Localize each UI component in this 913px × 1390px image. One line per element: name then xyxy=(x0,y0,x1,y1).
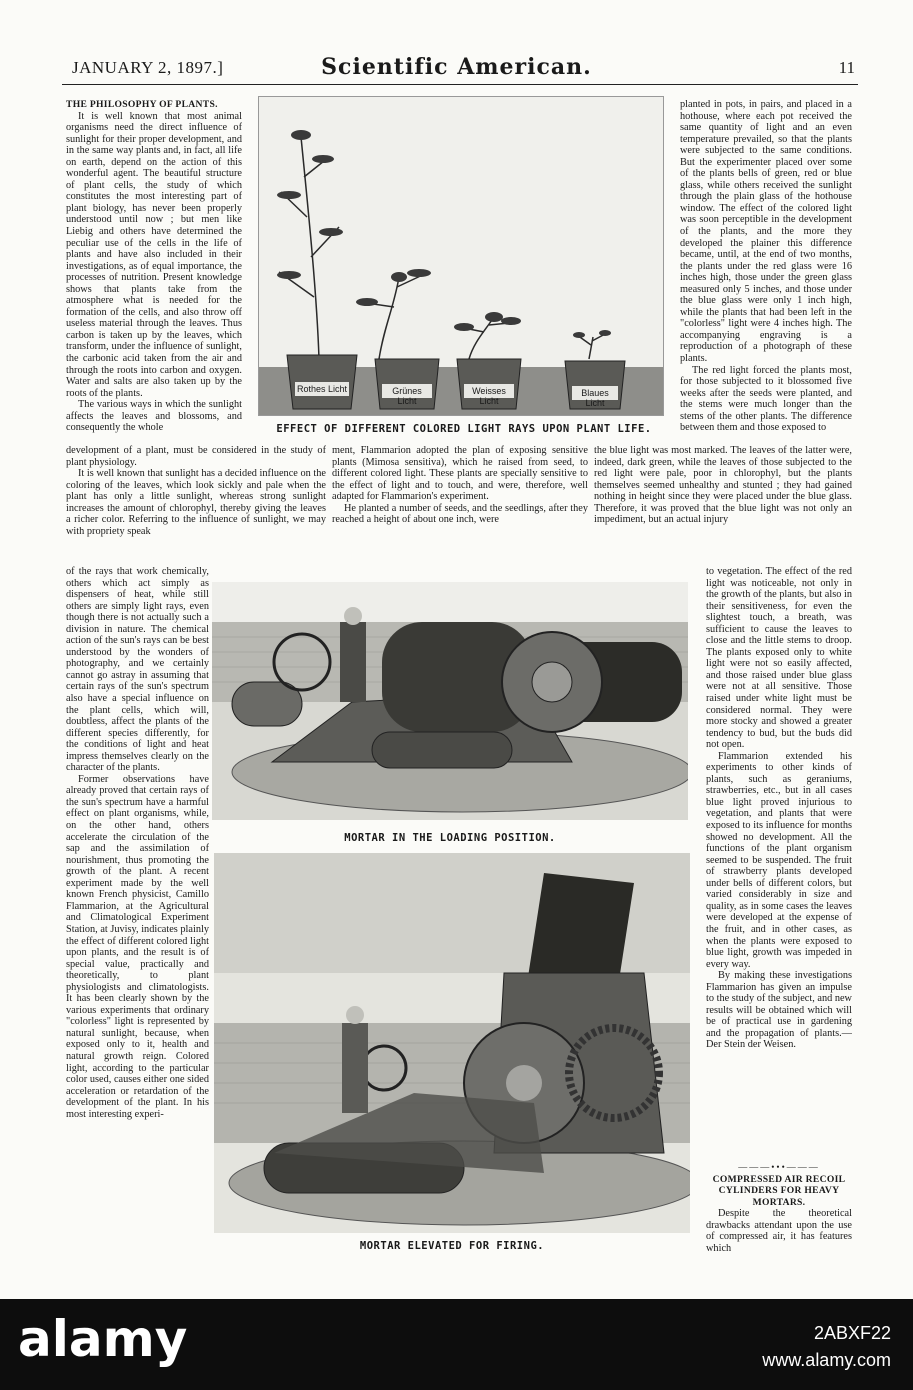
column-4-lower xyxy=(706,566,852,1156)
article-heading: THE PHILOSOPHY OF PLANTS. xyxy=(66,99,218,110)
plants-caption: EFFECT OF DIFFERENT COLORED LIGHT RAYS UPON PLANT LIFE. xyxy=(276,423,652,435)
wide-text-left xyxy=(66,445,326,575)
pot-label-green: Grünes Licht xyxy=(392,386,422,406)
paragraph: planted in pots, in pairs, and placed in a hothouse, where each pot received the same quantity of light and an even temperature prevailed, so that the plants were subjected to the same conditions. But the experimenter placed over some of the plants bells of green, red or blue glass, while others received the sunlight through the plain glass of the hothouse window. The effect of the colored light was soon perceptible in the development of the plants, and the more they developed the plainer this difference became, until, at the end of two months, the plants under the red glass were 16 inches high, those under the green glass measured only 5 inches, and those under the blue glass were only 1 inch high, while the plants that had been left in the "colorless" light were 4 inches high. The accompanying engraving is a reproduction of a photograph of these plants. xyxy=(680,99,852,365)
wide-text-middle xyxy=(332,445,588,575)
stock-image-id: 2ABXF22 xyxy=(813,1323,891,1343)
page-number: 11 xyxy=(838,58,855,77)
column-1-lower xyxy=(66,566,209,1266)
paragraph: the blue light was most marked. The leaves of the latter were, indeed, dark green, while the leaves of those subjected to the red light were pale, poor in chlorophyl, but the plants themselves seemed unhealthy and stunted ; they had gained nothing in height since they were placed under the blue glass. Therefore, it was proved that the blue light was not only an impediment, but an actual injury xyxy=(594,445,852,526)
issue-date: JANUARY 2, 1897.] xyxy=(72,58,224,77)
paragraph: ment, Flammarion adopted the plan of exposing sensitive plants (Mimosa sensitiva), which he raised from seed, to different colored light. These plants are specially sensitive to the effect of light and to touch, and were, therefore, well adapted for Flammarion's experiment. xyxy=(332,445,588,503)
section-divider: ———•••——— xyxy=(738,1162,820,1172)
mortar-loading-illustration xyxy=(212,582,688,820)
alamy-logo: alamy xyxy=(18,1310,188,1368)
plants-illustration xyxy=(259,97,663,415)
pot-label-blue: Blaues Licht xyxy=(581,388,609,408)
mortar-firing-illustration xyxy=(214,853,690,1233)
paragraph: It is well known that most animal organisms need the direct influence of sunlight for their proper development, and in the same way plants and, in fact, all life on earth, depend on the action of this wonderful agent. The beautiful structure of plant cells, the study of which constitutes the most interesting part of plant biology, has never been properly understood until now ; but men like Liebig and others have determined the peculiar use of the cells in the life of plants and have also included in their investigations, as of equal importance, the processes of nutrition. Present knowledge shows that plants take from the atmosphere what is needed for the formation of the cells, and also throw off useless material through the leaves. Thus carbon is taken up by the leaves, which transform, under the influence of sunlight, the carbonic acid taken from the air and through the roots into carbon and oxygen. Water and salts are also taken up by the roots of the plants. xyxy=(66,110,242,399)
paragraph: Former observations have already proved that certain rays of the sun's spectrum have a harmful effect on plant organisms, while, on the other hand, others accelerate the circulation of the sap and the assimilation of nourishment, thus promoting the growth of the plant. A recent experiment made by the well known French physicist, Camillo Flammarion, at the Agricultural and Climatological Experiment Station, at Juvisy, indicates plainly the effect of different colored light upon plants, and the result is of special value, practically and theoretically, to plant physiologists and climatologists. It has been clearly shown by the various experiments that ordinary "colorless" light is represented by natural sunlight, because, when exposed only to it, health and natural growth reign. Colored light, according to the particular color used, causes either one sided acceleration or retardation of the development of the plant. In his most interesting experi- xyxy=(66,773,209,1120)
paragraph: development of a plant, must be considered in the study of plant physiology. xyxy=(66,445,326,468)
mortar-loading-figure xyxy=(212,582,688,820)
article-2-heading: COMPRESSED AIR RECOIL CYLINDERS FOR HEAVY MORTARS. xyxy=(712,1173,846,1208)
mortar-firing-figure xyxy=(214,853,690,1233)
paragraph: It is well known that sunlight has a decided influence on the coloring of the leaves, which look sickly and pale when the plant has only a little sunlight, whereas strong sunlight increases the amount of chlorophyl, thereby giving the leaves a richer color. Referring to the influence of sunlight, we may with propriety speak xyxy=(66,468,326,537)
paragraph: The various ways in which the sunlight affects the leaves and blossoms, and consequently the whole xyxy=(66,399,242,434)
paragraph: The red light forced the plants most, for those subjected to it blossomed five weeks after the seeds were planted, and the stems were much longer than the stems of the other plants. The difference between them and those exposed to xyxy=(680,364,852,434)
paragraph: Flammarion extended his experiments to other kinds of plants, such as geraniums, strawberries, etc., but in all cases blue light proved injurious to vegetation, and plants that were exposed to its influence for months showed no development. All the functions of the plant organism seemed to be suspended. The fruit of strawberry plants developed under bells of different colors, but varied considerably in size and quality, as in some cases the leaves were developed at the expense of the fruit, and in other cases, as when the plants were exposed to blue light, growth was impeded in every way. xyxy=(706,750,852,970)
article-2 xyxy=(706,1162,852,1262)
paragraph: By making these investigations Flammarion has given an impulse to the study of the subject, and new results will be obtained which will be of practical use in gardening and the propagation of plants.—Der Stein der Weisen. xyxy=(706,970,852,1051)
paragraph: Despite the theoretical drawbacks attendant upon the use of compressed air, it has features which xyxy=(706,1208,852,1254)
pot-label-white: Weisses Licht xyxy=(472,386,506,406)
paragraph: to vegetation. The effect of the red light was noticeable, not only in the growth of the plants, but also in their sensitiveness, for even the slightest touch, a breath, was sufficient to cause the leaves to close and the little stems to droop. The plants exposed only to white light were not so easily affected, and those raised under blue glass were not at all sensitive. Those raised under white light must be considered normal. They were more stocky and showed a greater tendency to bud, but the buds did not open. xyxy=(706,566,852,751)
masthead-title: Scientific American. xyxy=(321,54,592,80)
plants-figure xyxy=(258,96,664,416)
mortar-firing-caption: MORTAR ELEVATED FOR FIRING. xyxy=(359,1240,545,1252)
paragraph: He planted a number of seeds, and the seedlings, after they reached a height of about one inch, were xyxy=(332,502,588,526)
stock-url: www.alamy.com xyxy=(762,1350,891,1370)
column-1-upper xyxy=(66,99,242,441)
header-rule xyxy=(62,84,858,85)
mortar-loading-caption: MORTAR IN THE LOADING POSITION. xyxy=(344,832,556,844)
paragraph: of the rays that work chemically, others which act simply as dispensers of heat, while still others are simply light rays, even though there is not actually such a division in nature. The chemical action of the sun's rays can be best understood by the wonders of photography, and we certainly cannot go astray in assuming that certain rays of the sun's spectrum also have a special influence on the plant cells, which will, doubtless, affect the plants of the different species differently, for the conditions of light and heat impress themselves clearly on the character of the plants. xyxy=(66,566,209,774)
pot-label-red: Rothes Licht xyxy=(296,384,348,394)
column-4-upper xyxy=(680,99,852,441)
wide-text-right xyxy=(594,445,852,575)
